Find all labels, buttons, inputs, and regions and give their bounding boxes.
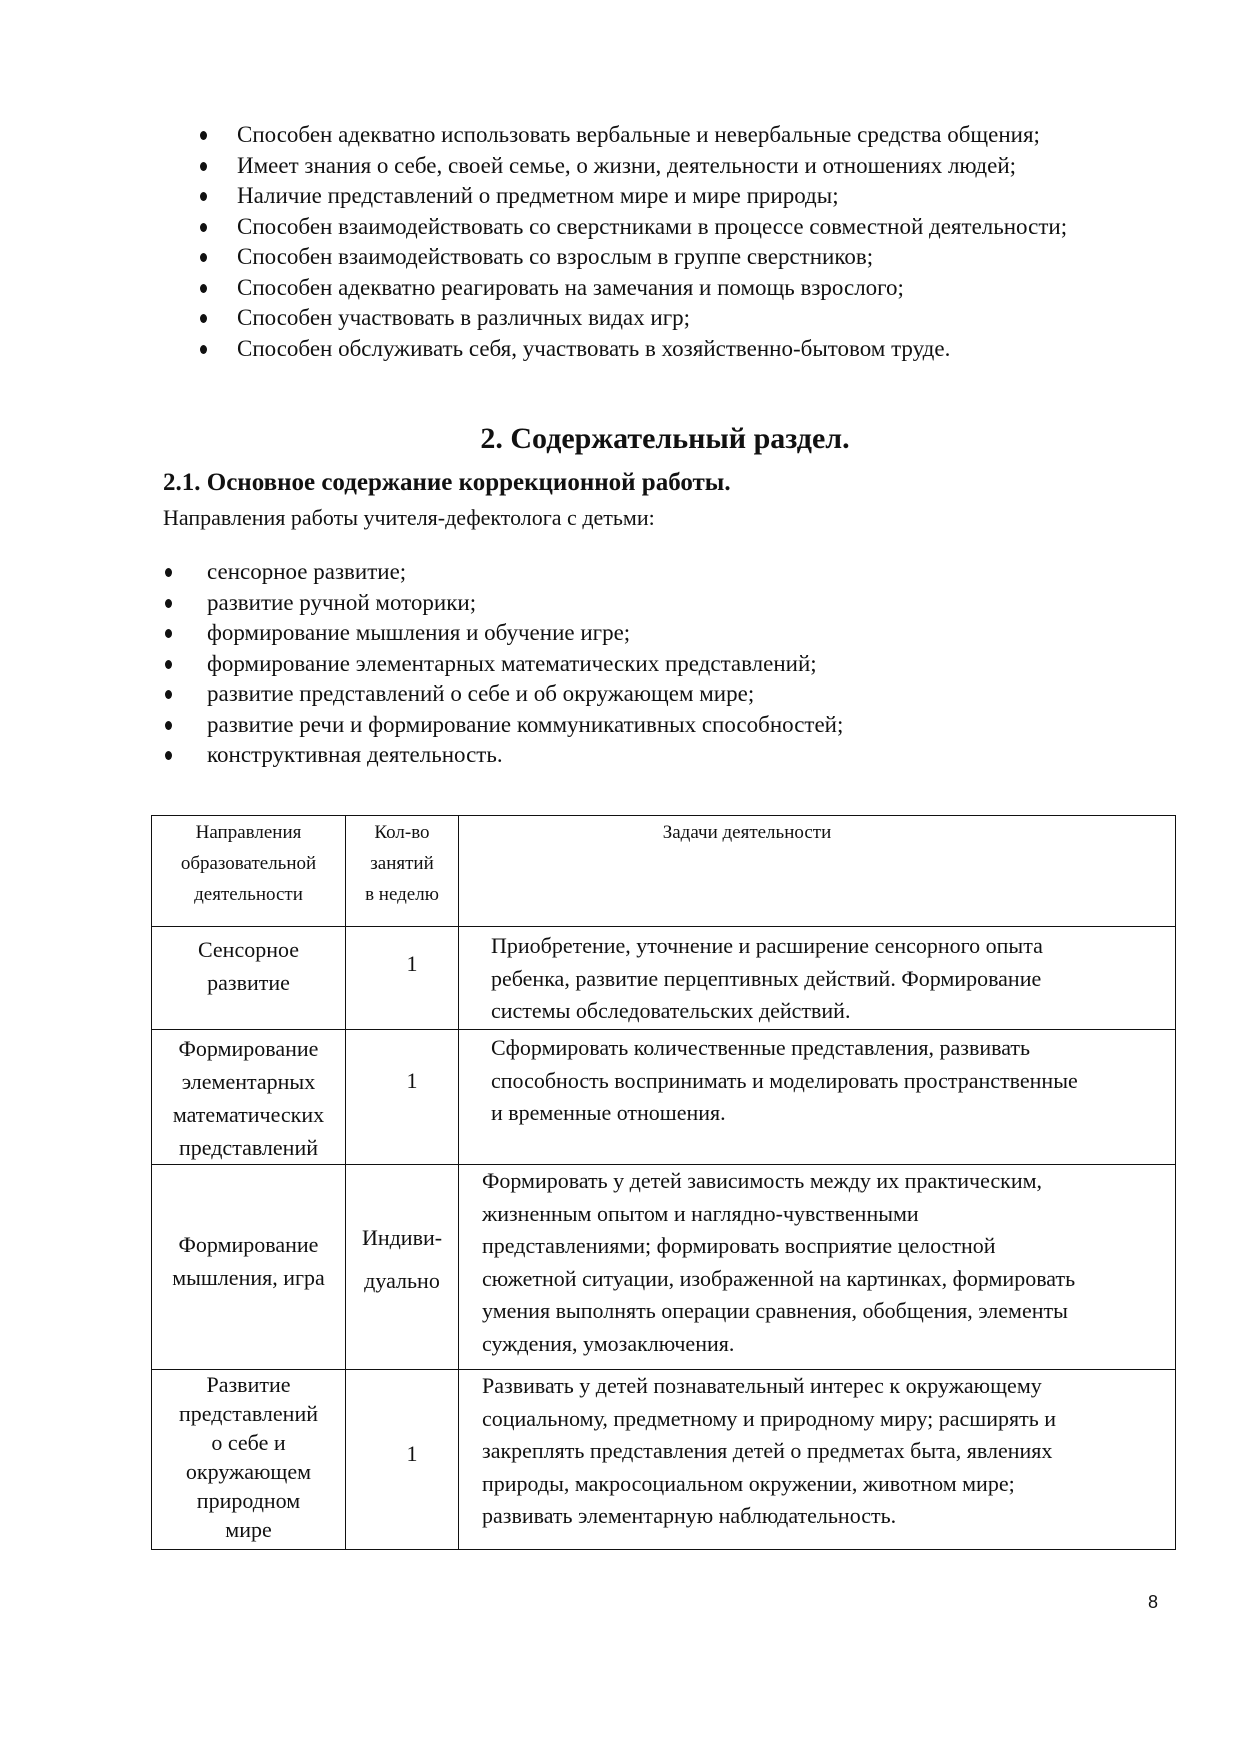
bullet-icon [200, 192, 207, 201]
cell-count: 1 [346, 1370, 459, 1550]
list-item: Имеет знания о себе, своей семье, о жизни, деятельности и отношениях людей; [200, 151, 1067, 182]
cell-direction: Формирование мышления, игра [152, 1165, 346, 1370]
header-count: Кол-во занятий в неделю [346, 816, 459, 927]
cell-tasks: Формировать у детей зависимость между их практическим, жизненным опытом и наглядно-чувственными представлениями; формировать восприятие целостной сюжетной ситуации, изображенной на картинках, формировать умения выполнять операции сравнения, обобщения, элементы суждения, умозаключения. [459, 1165, 1176, 1370]
bullet-icon [165, 599, 172, 608]
table-row [152, 1370, 1176, 1550]
bullet-icon [200, 253, 207, 262]
list-item: развитие представлений о себе и об окружающем мире; [165, 679, 843, 710]
intro-text: Направления работы учителя-дефектолога с детьми: [163, 505, 655, 530]
tasks-table [151, 815, 1176, 1550]
table-row [152, 927, 1176, 1030]
list-item: конструктивная деятельность. [165, 740, 843, 771]
page-number: 8 [1148, 1592, 1159, 1612]
cell-direction: Развитие представлений о себе и окружающем природном мире [152, 1370, 346, 1550]
table-row [152, 1165, 1176, 1370]
cell-count: Индиви- дуально [346, 1165, 459, 1370]
list-item: формирование мышления и обучение игре; [165, 618, 843, 649]
header-direction: Направления образовательной деятельности [152, 816, 346, 927]
directions-list [165, 557, 843, 771]
list-item: Способен адекватно использовать вербальные и невербальные средства общения; [200, 120, 1067, 151]
bullet-icon [200, 162, 207, 171]
cell-tasks: Развивать у детей познавательный интерес к окружающему социальному, предметному и природному миру; расширять и закреплять представления детей о предметах быта, явлениях природы, макросоциальном окружении, животном мире; развивать элементарную наблюдательность. [459, 1370, 1176, 1550]
cell-tasks: Приобретение, уточнение и расширение сенсорного опыта ребенка, развитие перцептивных действий. Формирование системы обследовательских действий. [459, 927, 1176, 1030]
list-item: формирование элементарных математических представлений; [165, 649, 843, 680]
bullet-icon [165, 660, 172, 669]
bullet-icon [165, 690, 172, 699]
bullet-icon [165, 568, 172, 577]
list-item: Способен взаимодействовать со сверстниками в процессе совместной деятельности; [200, 212, 1067, 243]
subsection-title: 2.1. Основное содержание коррекционной работы. [163, 469, 731, 496]
cell-tasks: Сформировать количественные представления, развивать способность воспринимать и моделировать пространственные и временные отношения. [459, 1030, 1176, 1165]
bullet-icon [200, 131, 207, 140]
bullet-icon [200, 345, 207, 354]
list-item: развитие ручной моторики; [165, 588, 843, 619]
cell-direction: Формирование элементарных математических представлений [152, 1030, 346, 1165]
list-item: сенсорное развитие; [165, 557, 843, 588]
list-item: Способен обслуживать себя, участвовать в хозяйственно-бытовом труде. [200, 334, 1067, 365]
bullet-icon [200, 223, 207, 232]
bullet-icon [165, 751, 172, 760]
bullet-icon [165, 629, 172, 638]
table-header-row [152, 816, 1176, 927]
list-item: Наличие представлений о предметном мире и мире природы; [200, 181, 1067, 212]
cell-count: 1 [346, 1030, 459, 1165]
list-item: развитие речи и формирование коммуникативных способностей; [165, 710, 843, 741]
header-tasks: Задачи деятельности [459, 816, 1176, 927]
list-item: Способен участвовать в различных видах игр; [200, 303, 1067, 334]
section-title: 2. Содержательный раздел. [480, 422, 850, 455]
list-item: Способен взаимодействовать со взрослым в группе сверстников; [200, 242, 1067, 273]
list-item: Способен адекватно реагировать на замечания и помощь взрослого; [200, 273, 1067, 304]
bullet-icon [200, 284, 207, 293]
bullet-icon [165, 721, 172, 730]
cell-direction: Сенсорное развитие [152, 927, 346, 1030]
table-row [152, 1030, 1176, 1165]
bullet-icon [200, 314, 207, 323]
outcomes-list [200, 120, 1067, 364]
cell-count: 1 [346, 927, 459, 1030]
